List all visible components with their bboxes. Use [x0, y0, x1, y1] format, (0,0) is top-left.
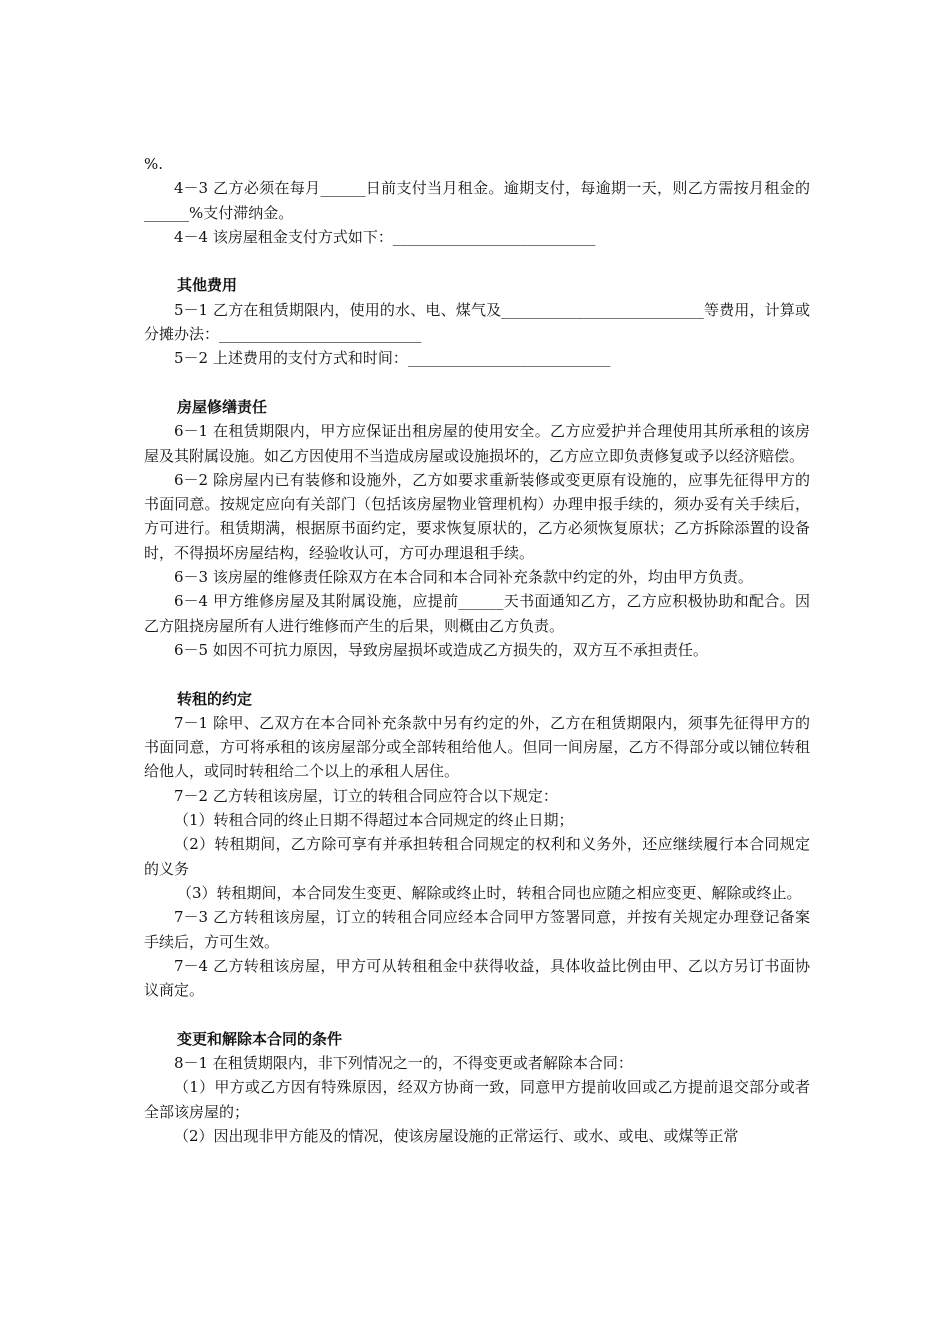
section-heading-sublease: 转租的约定: [177, 689, 253, 708]
clause-6-5: 6－5 如因不可抗力原因，导致房屋损坏或造成乙方损失的，双方互不承担责任。: [174, 640, 708, 659]
clause-8-1-item-2: （2）因出现非甲方能及的情况，使该房屋设施的正常运行、或水、或电、或煤等正常: [174, 1126, 739, 1145]
clause-6-1: 6－1 在租赁期限内，甲方应保证出租房屋的使用安全。乙方应爱护并合理使用其所承租的该房屋及其附属设施。如乙方因使用不当造成房屋或设施损坏的，乙方应立即负责修复或予以经济赔偿。: [144, 422, 810, 465]
section-heading-other-fees: 其他费用: [177, 276, 238, 295]
clause-7-4: 7－4 乙方转租该房屋，甲方可从转租租金中获得收益，具体收益比例由甲、乙以方另订书面协议商定。: [144, 956, 810, 1000]
clause-7-1: 7－1 除甲、乙双方在本合同补充条款中另有约定的外，乙方在租赁期限内，须事先征得甲方的书面同意，方可将承租的该房屋部分或全部转租给他人。但同一间房屋，乙方不得部分或以铺位转租给他人，或同时转租给二个以上的承租人居住。: [144, 713, 810, 781]
section-heading-repair: 房屋修缮责任: [177, 397, 268, 416]
clause-7-2-item-2: （2）转租期间，乙方除可享有并承担转租合同规定的权利和义务外，还应继续履行本合同规定的义务: [144, 835, 810, 878]
clause-8-1-item-1: （1）甲方或乙方因有特殊原因，经双方协商一致，同意甲方提前收回或乙方提前退交部分或者全部该房屋的；: [144, 1078, 810, 1121]
paragraph-continuation: %.: [144, 155, 164, 173]
clause-7-2-item-1: （1）转租合同的终止日期不得超过本合同规定的终止日期；: [174, 811, 574, 830]
clause-8-1: 8－1 在租赁期限内，非下列情况之一的，不得变更或者解除本合同：: [174, 1053, 633, 1072]
section-heading-change-termination: 变更和解除本合同的条件: [177, 1029, 343, 1048]
clause-7-3: 7－3 乙方转租该房屋，订立的转租合同应经本合同甲方签署同意，并按有关规定办理登记备案手续后，方可生效。: [144, 908, 810, 951]
clause-4-3: 4－3 乙方必须在每月______日前支付当月租金。逾期支付，每逾期一天，则乙方需按月租金的______%支付滞纳金。: [144, 179, 810, 222]
clause-5-2: 5－2 上述费用的支付方式和时间：___________________________: [174, 349, 611, 368]
clause-6-2: 6－2 除房屋内已有装修和设施外，乙方如要求重新装修或变更原有设施的，应事先征得甲方的书面同意。按规定应向有关部门（包括该房屋物业管理机构）办理申报手续的，须办妥有关手续后，方可进行。租赁期满，根据原书面约定，要求恢复原状的，乙方必须恢复原状；乙方拆除添置的设备时，不得损坏房屋结构，经验收认可，方可办理退租手续。: [144, 470, 810, 562]
contract-text: [144, 152, 810, 1148]
clause-4-4: 4－4 该房屋租金支付方式如下：___________________________: [174, 227, 596, 246]
clause-6-3: 6－3 该房屋的维修责任除双方在本合同和本合同补充条款中约定的外，均由甲方负责。: [174, 568, 753, 587]
clause-7-2: 7－2 乙方转租该房屋，订立的转租合同应符合以下规定：: [174, 786, 558, 805]
clause-7-2-item-3: （3）转租期间，本合同发生变更、解除或终止时，转租合同也应随之相应变更、解除或终止。: [177, 883, 802, 902]
clause-5-1: 5－1 乙方在租赁期限内，使用的水、电、煤气及___________________________等费用，计算或分摊办法：___________________________: [144, 300, 810, 344]
clause-6-4: 6－4 甲方维修房屋及其附属设施，应提前______天书面通知乙方，乙方应积极协助和配合。因乙方阻挠房屋所有人进行维修而产生的后果，则概由乙方负责。: [144, 592, 810, 635]
